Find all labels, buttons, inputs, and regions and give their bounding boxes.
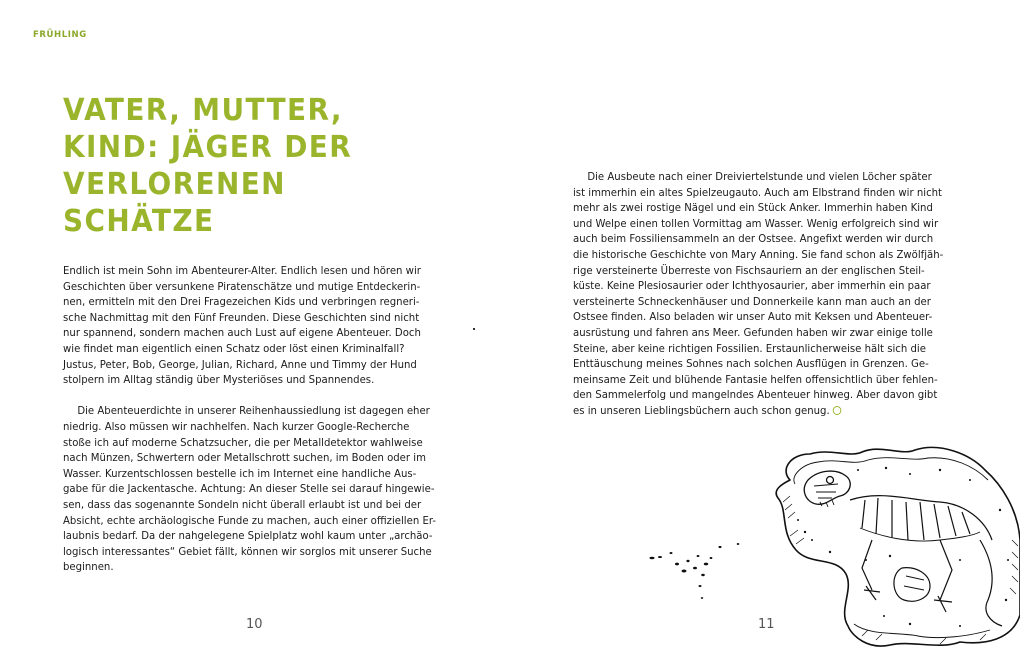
fossil-ribs-icon (850, 496, 992, 541)
text-line: ausrüstung und fahren ans Meer. Gefunden haben wir zwar einige tolle (573, 326, 933, 339)
stone-texture-icon (797, 467, 1009, 627)
title-line: KIND: JÄGER DER (63, 130, 353, 165)
text-line: Endlich ist mein Sohn im Abenteurer-Alter. Endlich lesen und hören wir (63, 265, 421, 277)
text-line: Ostsee finden. Also beladen wir unser Auto mit Keksen und Abenteuer- (573, 311, 933, 324)
page-number-right: 11 (758, 617, 775, 632)
text-line: ist immerhin ein altes Spielzeugauto. Auch am Elbstrand finden wir nicht (573, 186, 943, 199)
paragraph-gap (63, 389, 436, 405)
text-line: stolpern im Alltag ständig über Mysteriöses und Spannendes. (63, 374, 375, 387)
text-line: nen, ermitteln mit den Drei Fragezeichen Kids und verbringen regneri- (63, 296, 420, 309)
text-line: Die Abenteuerdichte in unserer Reihenhaussiedlung ist dagegen eher (77, 405, 430, 418)
text-line: Geschichten über versunkene Piratenschätze und mutige Entdeckerin- (63, 280, 421, 293)
text-line: wie findet man eigentlich einen Schatz oder löst einen Kriminalfall? (63, 342, 405, 355)
circle-endmark-icon (833, 406, 842, 415)
text-line: nur spannend, sondern machen auch Lust auf eigene Abenteuer. Doch (63, 327, 421, 340)
scattered-pebbles-icon (650, 543, 740, 599)
stone-hatching-icon (783, 496, 1018, 644)
text-line: Absicht, echte archäologische Funde zu machen, auch einer offiziellen Er- (63, 514, 437, 527)
text-line-last (573, 404, 943, 420)
chapter-title (63, 92, 398, 240)
text-line: und Welpe einen tollen Vormittag am Wasser. Wenig erfolgreich sind wir (573, 217, 939, 230)
text-line: stoße ich auf moderne Schatzsucher, die per Metalldetektor wahlweise (63, 436, 423, 449)
title-line: SCHÄTZE (63, 204, 215, 239)
dinosaur-fossil-illustration (640, 440, 1020, 665)
text-line: sen, dass das sogenannte Sondeln nicht überall erlaubt ist und bei der (63, 498, 422, 511)
text-line: die historische Geschichte von Mary Anning. Sie fand schon als Zwölfjäh- (573, 248, 944, 261)
text-line: logisch interessantes“ Gebiet fällt, können wir sorglos mit unserer Suche (63, 545, 432, 558)
text-line: niedrig. Also müssen wir nachhelfen. Nach kurzer Google-Recherche (63, 420, 410, 433)
text-line: Wasser. Kurzentschlossen bestelle ich im Internet eine handliche Aus- (63, 467, 417, 480)
text-line: Enttäuschung meines Sohnes nach solchen Ausflügen in Grenzen. Ge- (573, 358, 929, 371)
text-line: küste. Keine Plesiosaurier oder Ichthyosaurier, aber immerhin ein paar (573, 280, 931, 293)
section-label: FRÜHLING (33, 30, 87, 40)
text-line: laubnis bedarf. Da der nahgelegene Spielplatz wohl kaum unter „archäo- (63, 530, 433, 543)
text-line: beginnen. (63, 561, 114, 574)
text-line: meinsame Zeit und blühende Fantasie helfen offensichtlich über fehlen- (573, 373, 938, 386)
fossil-limbs-icon (862, 540, 1002, 626)
text-line: Justus, Peter, Bob, George, Julian, Richard, Anne und Timmy der Hund (63, 358, 417, 371)
title-line: VERLORENEN (63, 167, 286, 202)
text-line: sche Nachmittag mit den Fünf Freunden. Diese Geschichten sind nicht (63, 311, 420, 324)
fossil-skull-icon (804, 471, 850, 507)
text-line: mehr als zwei rostige Nägel und ein Stück Anker. Immerhin haben Kind (573, 202, 933, 215)
left-body-text (63, 264, 436, 576)
title-line: VATER, MUTTER, (63, 93, 343, 128)
right-body-text (573, 170, 943, 420)
text-line: Steine, aber keine richtigen Fossilien. Erstaunlicherweise hält sich die (573, 342, 926, 355)
text-line: den Sammelerfolg und mangelndes Abenteuer hinweg. Aber davon gibt (573, 389, 938, 402)
gutter-mark (473, 328, 475, 330)
text-line: nach Münzen, Schwertern oder Metallschrott suchen, im Boden oder im (63, 452, 426, 465)
text-line: rige versteinerte Überreste von Fischsauriern an der englischen Steil- (573, 264, 925, 277)
text-line-content: es in unseren Lieblingsbüchern auch schon genug. (573, 404, 830, 417)
text-line: auch beim Fossiliensammeln an der Ostsee. Angefixt werden wir durch (573, 233, 934, 246)
text-line: versteinerte Schneckenhäuser und Donnerkeile kann man auch an der (573, 295, 931, 308)
text-line: Die Ausbeute nach einer Dreiviertelstunde und vielen Löcher später (587, 171, 932, 183)
page-number-left: 10 (246, 617, 263, 632)
text-line: gabe für die Jackentasche. Achtung: An dieser Stelle sei darauf hingewie- (63, 483, 435, 496)
